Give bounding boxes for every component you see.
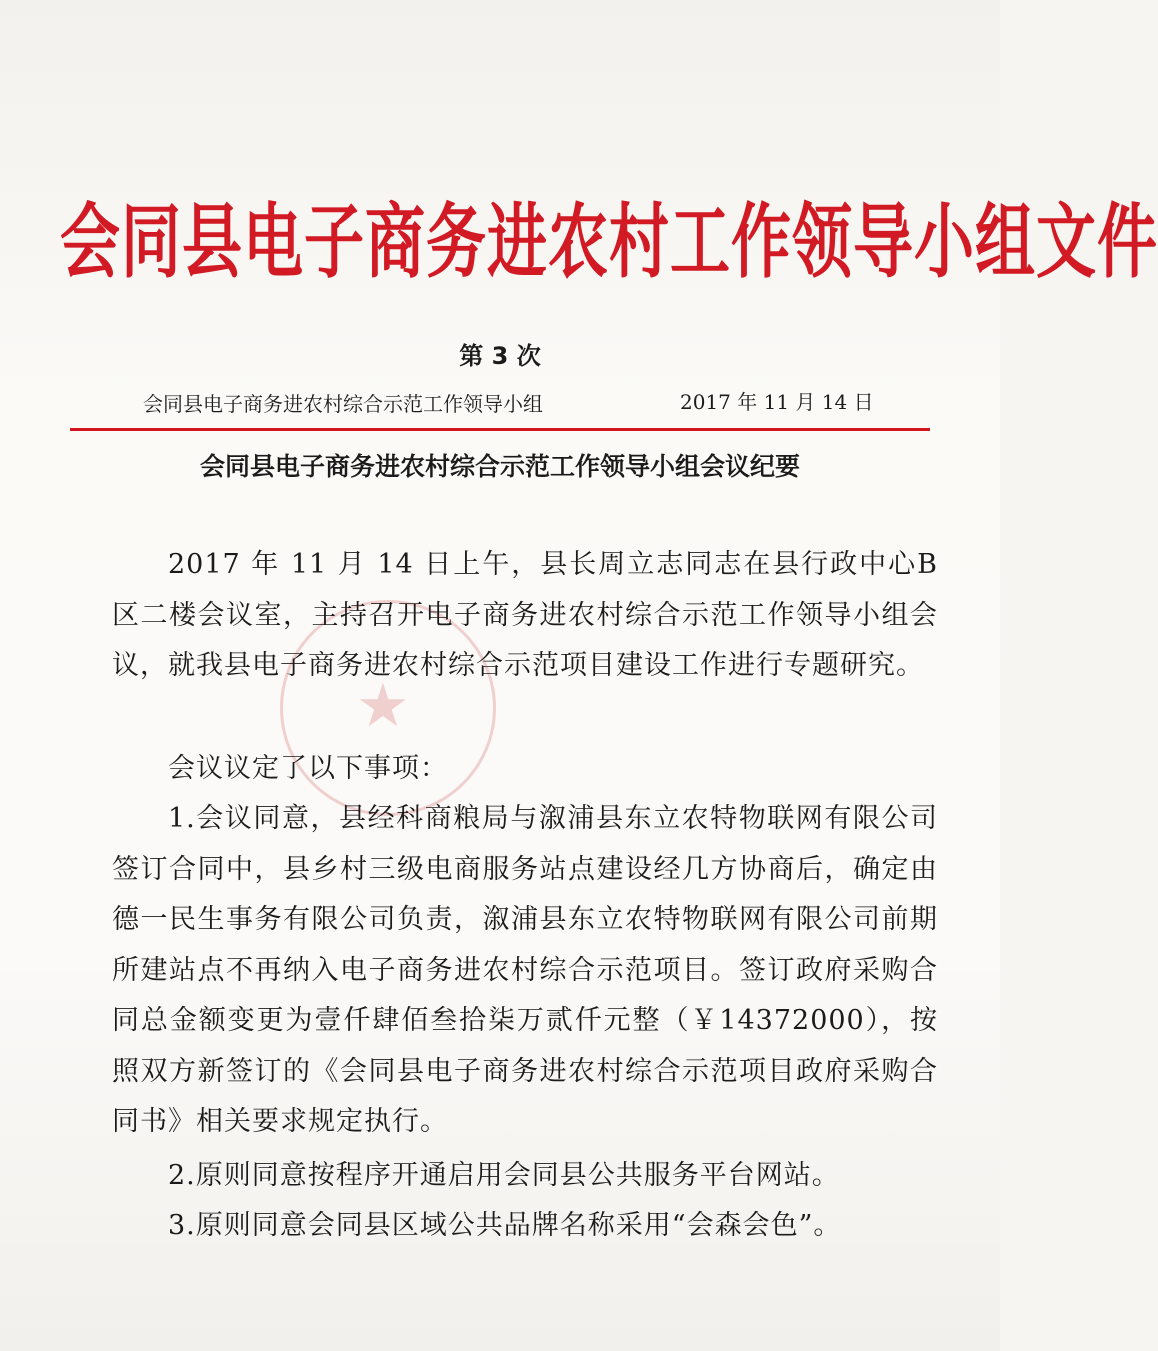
minutes-title: 会同县电子商务进农村综合示范工作领导小组会议纪要 (199, 452, 800, 481)
paragraph-intro: 2017 年 11 月 14 日上午，县长周立志同志在县行政中心B区二楼会议室，主持召开电子商务进农村综合示范工作领导小组会议，就我县电子商务进农村综合示范项目建设工作进行专题研究。 (112, 549, 938, 681)
issue-date: 2017 年 11 月 14 日 (680, 390, 874, 414)
paragraph-item-2: 2.原则同意按程序开通启用会同县公共服务平台网站。 (168, 1160, 840, 1191)
seal-star-icon: ★ (356, 671, 410, 741)
document-header-title: 会同县电子商务进农村工作领导小组文件 (60, 195, 1158, 291)
paragraph-item-3: 3.原则同意会同县区域公共品牌名称采用“会森会色”。 (168, 1210, 842, 1241)
red-divider-line (70, 428, 930, 431)
paragraph-item-1: 1.会议同意，县经科商粮局与溆浦县东立农特物联网有限公司签订合同中，县乡村三级电商服务站点建设经几方协商后，确定由德一民生事务有限公司负责，溆浦县东立农特物联网有限公司前期所建站点不再纳入电子商务进农村综合示范项目。签订政府采购合同总金额变更为壹仟肆佰叁拾柒万贰仟元整（￥14372000），按照双方新签订的《会同县电子商务进农村综合示范项目政府采购合同书》相关要求规定执行。 (112, 803, 938, 1137)
document-number: 第 3 次 (459, 342, 541, 370)
issuer-name: 会同县电子商务进农村综合示范工作领导小组 (143, 392, 543, 416)
paragraph-agenda-lead: 会议议定了以下事项： (168, 753, 448, 784)
